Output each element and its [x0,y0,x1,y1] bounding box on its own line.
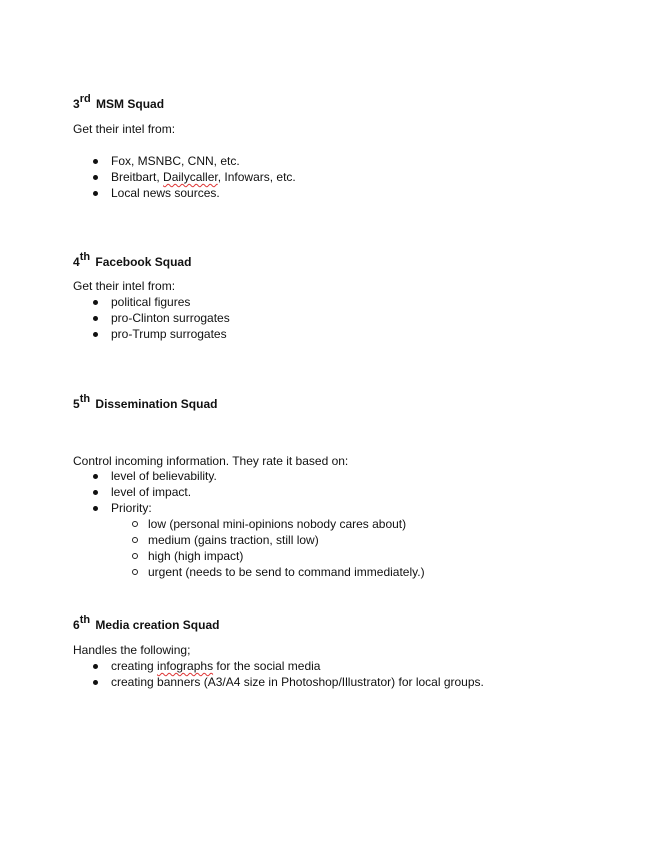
bullet-text: Local news sources. [111,186,220,200]
bullet-text-pre: Breitbart, [111,170,164,184]
bullet-item [93,170,296,184]
bullet-item [93,327,227,341]
heading-title: Dissemination Squad [95,397,218,411]
heading-number: 5 [73,397,80,411]
heading-number: 4 [73,255,80,269]
bullet-dot-icon [93,474,98,479]
heading-title: Facebook Squad [95,255,192,269]
bullet-item [93,469,217,483]
section-heading-msm-squad [73,93,165,112]
sub-bullet-text: urgent (needs to be send to command immediately.) [148,565,425,579]
sub-bullet-text: high (high impact) [148,549,244,563]
bullet-text: pro-Trump surrogates [111,327,227,341]
heading-number: 6 [73,618,80,632]
bullet-text-post: for the social media [213,659,321,673]
hollow-bullet-icon [132,569,138,575]
bullet-text: level of impact. [111,485,192,499]
section-heading-media-creation-squad [73,614,220,633]
spellcheck-word: infographs [157,659,214,673]
sub-bullet-text: medium (gains traction, still low) [148,533,319,547]
bullet-item [93,485,191,499]
bullet-item [93,154,240,168]
bullet-dot-icon [93,490,98,495]
hollow-bullet-icon [132,537,138,543]
heading-ordinal-suffix: rd [79,93,91,105]
bullet-text: level of believability. [111,469,217,483]
heading-title: MSM Squad [96,97,165,111]
heading-ordinal-suffix: th [79,251,91,263]
bullet-dot-icon [93,175,98,180]
bullet-dot-icon [93,316,98,321]
bullet-item [93,675,484,689]
bullet-text: Fox, MSNBC, CNN, etc. [111,154,240,168]
bullet-item [93,295,190,309]
bullet-dot-icon [93,506,98,511]
sub-bullet-text: low (personal mini-opinions nobody cares about) [148,517,407,531]
heading-ordinal-suffix: th [79,614,91,626]
bullet-text: pro-Clinton surrogates [111,311,230,325]
sub-bullet-item [132,565,425,579]
bullet-text: political figures [111,295,191,309]
section-intro: Get their intel from: [73,122,176,136]
heading-title: Media creation Squad [95,618,220,632]
bullet-item [93,501,152,515]
bullet-dot-icon [93,680,98,685]
bullet-text: Priority: [111,501,152,515]
section-intro: Get their intel from: [73,279,176,293]
hollow-bullet-icon [132,521,138,527]
bullet-text: creating banners (A3/A4 size in Photoshop/Illustrator) for local groups. [111,675,484,689]
bullet-dot-icon [93,664,98,669]
bullet-text-pre: creating [111,659,158,673]
bullet-dot-icon [93,191,98,196]
sub-bullet-item [132,517,406,531]
sub-bullet-item [132,533,319,547]
sub-bullet-item [132,549,243,563]
spellcheck-word: Dailycaller [163,170,218,184]
bullet-dot-icon [93,159,98,164]
section-intro: Handles the following; [73,643,191,657]
section-heading-facebook-squad [73,251,192,270]
heading-number: 3 [73,97,80,111]
hollow-bullet-icon [132,553,138,559]
bullet-item [93,186,220,200]
section-intro: Control incoming information. They rate it based on: [73,454,349,468]
bullet-item [93,311,230,325]
section-heading-dissemination-squad [73,393,218,412]
bullet-dot-icon [93,332,98,337]
bullet-dot-icon [93,300,98,305]
bullet-text-post: , Infowars, etc. [217,170,296,184]
bullet-item [93,659,320,673]
heading-ordinal-suffix: th [79,393,91,405]
